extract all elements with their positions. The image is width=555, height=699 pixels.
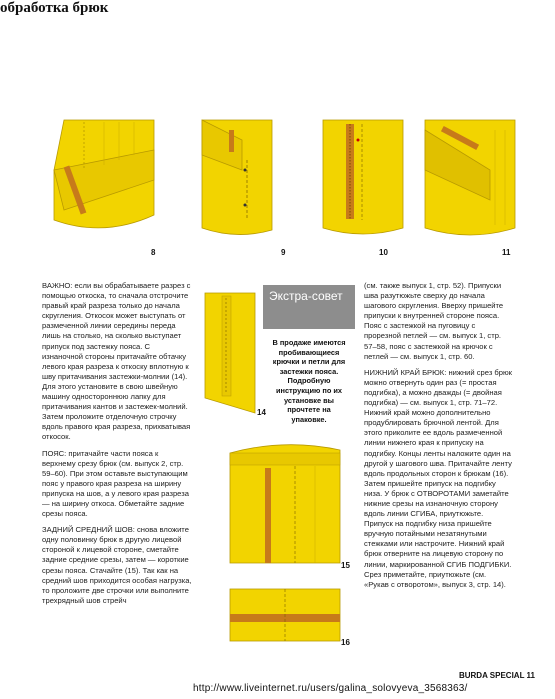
figure-number-11: 11 (502, 248, 511, 257)
figure-15 (225, 438, 345, 568)
figure-14 (200, 288, 260, 418)
figure-number-16: 16 (341, 638, 350, 647)
extra-tip-text: В продаже имеются пробивающиеся крючки и петли для застежки пояса. Подробную инструкцию по их установке вы прочтете на упаковке. (272, 338, 346, 424)
figure-number-14: 14 (257, 408, 266, 417)
figure-number-15: 15 (341, 561, 350, 570)
page-footer: BURDA SPECIAL 11 (458, 671, 535, 680)
figure-number-8: 8 (151, 248, 156, 257)
page-title: обработка брюк (0, 0, 109, 16)
watermark-url: http://www.liveinternet.ru/users/galina_solovyeva_3568363/ (193, 683, 468, 694)
figure-9 (187, 110, 277, 245)
paragraph-seam-allowance: (см. также выпуск 1, стр. 52). Припуски шва разутюжьте сверху до начала шагового скругления. Вверху пришейте припуски к внутренней стороне пояса. Пояс с застежкой на пуговицу с прорезной петлей — см. выпуск 1, стр. 57–58, пояс с застежкой на крючок с петлей — см. выпуск 1, стр. 60. (364, 281, 504, 361)
paragraph-back-seam: ЗАДНИЙ СРЕДНИЙ ШОВ: снова вложите одну половинку брюк в другую лицевой стороной к лицевой стороне, сметайте задние средние срезы, затем — короткие срезы пояса. Стачайте (15). Так как на средний шов приходится особая нагрузка, то проложите две строчки или выполните трехрядный шов стрейч (42, 525, 192, 605)
text-column-left (42, 281, 192, 612)
figure-8 (44, 110, 160, 245)
figure-16 (225, 584, 345, 646)
figure-10 (318, 110, 408, 245)
figure-11 (420, 110, 520, 245)
extra-tip-box: Экстра-совет (263, 285, 355, 329)
figure-number-9: 9 (281, 248, 286, 257)
paragraph-belt: ПОЯС: притачайте части пояса к верхнему срезу брюк (см. выпуск 2, стр. 59–60). При этом оставьте выступающим пояс у правого края разреза на ширину припуска на шов, а у левого края разреза — на ширину откоса. Обметайте задние срезы пояса. (42, 448, 189, 519)
figure-number-10: 10 (379, 248, 388, 257)
paragraph-important: ВАЖНО: если вы обрабатываете разрез с помощью откоска, то сначала отстрочите правый край разреза только до начала скругления. Откосок может выступать от размеченной линии середины переда лишь на столько, на сколько выступает припуск под застежку пояса. С изнаночной стороны притачайте обтачку левого края разреза к откоску вплотную к шву притачивания застежки-молнии (14). Для этого установите в свою швейную машину одностороннюю лапку для притачивания кантов и застежек-молний. Затем проложите отделочную строчку вдоль правого края разреза, прихватывая откосок. (42, 281, 191, 442)
text-column-right (364, 281, 512, 596)
paragraph-hem: НИЖНИЙ КРАЙ БРЮК: нижний срез брюк можно отвернуть один раз (= простая подгибка), а можно дважды (= двойная подгибка) — см. выпуск 1, стр. 71–72. Нижний край можно дополнительно продублировать брючной лентой. Для этого приколите ее вдоль размеченной линии нижнего края к припуску на подгибку. Концы ленты наложите один на другой у шагового шва. Притачайте ленту вдоль продольных сторон к брюкам (16). Затем пришейте припуск на подгибку низа. У брюк с ОТВОРОТАМИ заметайте нижние срезы на изнаночную сторону вдоль линии СГИБА, приутюжьте. Припуск на подгибку низа пришейте вручную потайными незатянутыми стежками или настрочите. Нижний край брюк отверните на лицевую сторону по линии, маркированной СГИБ ПОДГИБКИ. Срез приметайте, приутюжьте (см. «Рукав с отворотом», выпуск 3, стр. 14). (364, 367, 512, 589)
